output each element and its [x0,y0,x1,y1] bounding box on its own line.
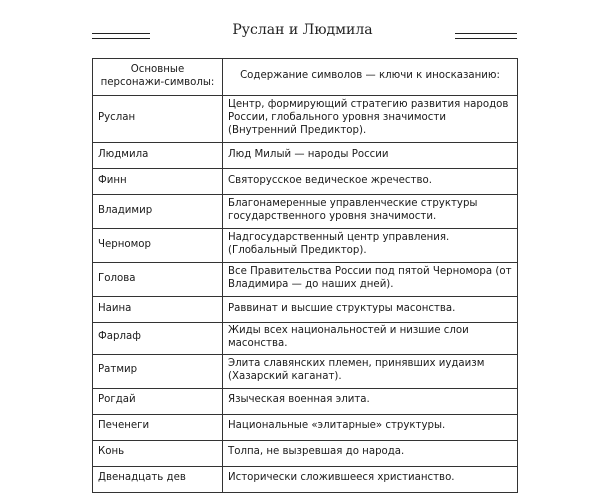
meaning-cell: Центр, формирующий стратегию развития народов России, глобального уровня значимости (Внутренний Предиктор). [223,96,518,143]
character-cell: Наина [93,297,223,323]
table-row [93,466,518,492]
table-row [93,169,518,195]
symbols-table [92,58,518,493]
table-row [93,229,518,263]
meaning-cell: Языческая военная элита. [223,388,518,414]
table-row [93,323,518,355]
meaning-cell: Национальные «элитарные» структуры. [223,414,518,440]
table-header-row [93,59,518,96]
meaning-cell: Элита славянских племен, принявших иудаизм (Хазарский каганат). [223,354,518,388]
character-cell: Печенеги [93,414,223,440]
table-row [93,440,518,466]
character-cell: Владимир [93,195,223,229]
character-cell: Финн [93,169,223,195]
character-cell: Руслан [93,96,223,143]
character-cell: Конь [93,440,223,466]
character-cell: Фарлаф [93,323,223,355]
meaning-cell: Все Правительства России под пятой Черномора (от Владимира — до наших дней). [223,263,518,297]
table-row [93,354,518,388]
column-header-meanings: Содержание символов — ключи к иносказанию: [223,59,518,96]
character-cell: Голова [93,263,223,297]
character-cell: Людмила [93,143,223,169]
table-row [93,143,518,169]
character-cell: Рогдай [93,388,223,414]
table-row [93,96,518,143]
meaning-cell: Святорусское ведическое жречество. [223,169,518,195]
character-cell: Двенадцать дев [93,466,223,492]
meaning-cell: Раввинат и высшие структуры масонства. [223,297,518,323]
table-row [93,195,518,229]
running-title: Руслан и Людмила [232,22,373,38]
column-header-characters: Основные персонажи-символы: [93,59,223,96]
table-row [93,414,518,440]
table-row [93,388,518,414]
meaning-cell: Люд Милый — народы России [223,143,518,169]
meaning-cell: Исторически сложившееся христианство. [223,466,518,492]
meaning-cell: Надгосударственный центр управления. (Глобальный Предиктор). [223,229,518,263]
table-row [93,297,518,323]
header-rule-left [92,33,150,39]
meaning-cell: Толпа, не вызревшая до народа. [223,440,518,466]
meaning-cell: Жиды всех национальностей и низшие слои масонства. [223,323,518,355]
page-header [0,0,600,48]
character-cell: Ратмир [93,354,223,388]
header-rule-right [455,33,517,39]
table-row [93,263,518,297]
meaning-cell: Благонамеренные управленческие структуры государственного уровня значимости. [223,195,518,229]
character-cell: Черномор [93,229,223,263]
